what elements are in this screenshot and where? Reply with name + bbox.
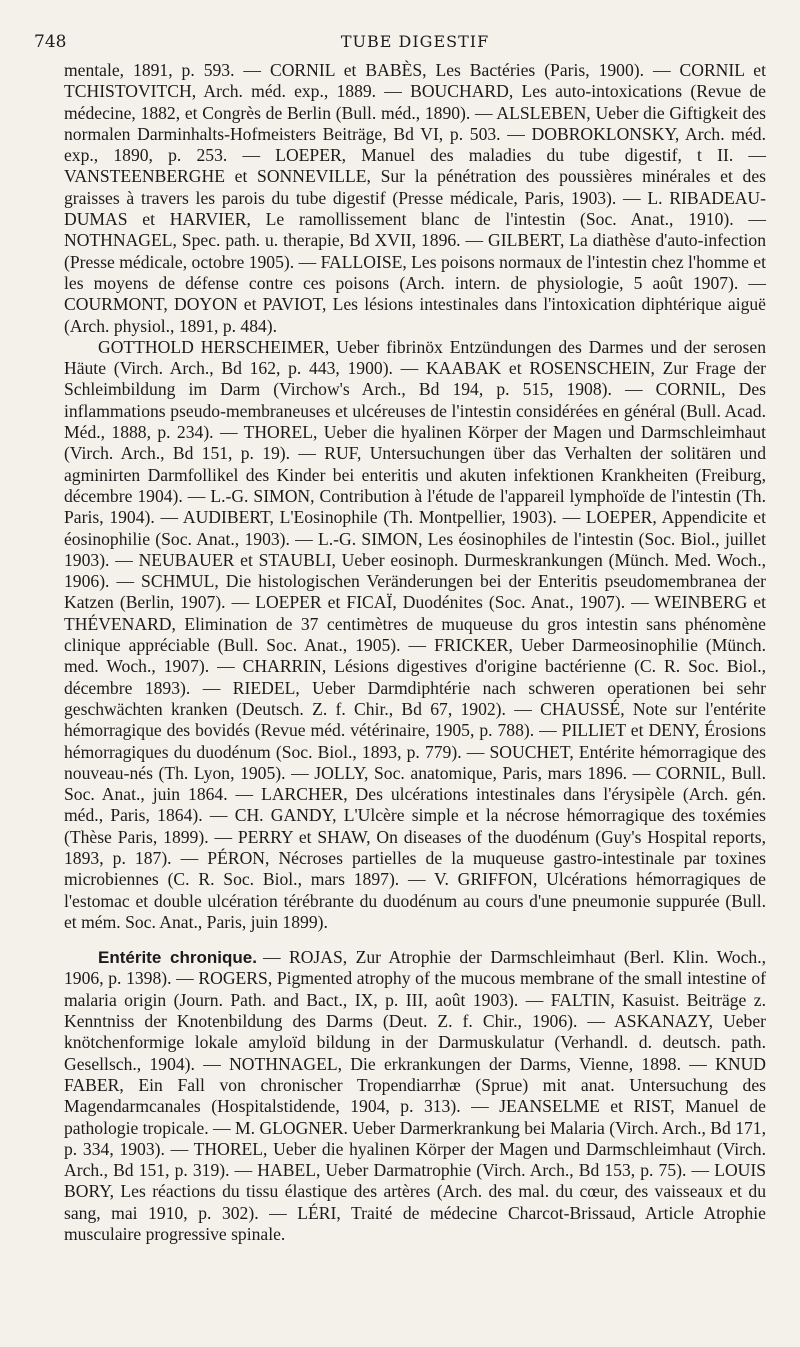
section-heading: Entérite chronique.	[98, 948, 257, 968]
section-spacer	[64, 933, 766, 947]
running-head	[34, 28, 766, 60]
bibliography-paragraph: GOTTHOLD HERSCHEIMER, Ueber fibrinöx Entzündungen des Darmes und der serosen Häute (Virch. Arch., Bd 162, p. 443, 1900). — KAABAK et ROSENSCHEIN, Zur Frage der Schleimbildung im Darm (Virchow's Arch., Bd 194, p. 515, 1908). — CORNIL, Des inflammations pseudo-membraneuses et ulcéreuses de l'intestin considérées en général (Bull. Acad. Méd., 1888, p. 234). — THOREL, Ueber die hyalinen Körper der Magen und Darmschleimhaut (Virch. Arch., Bd 151, p. 19). — RUF, Untersuchungen über das Verhalten der solitären und agminirten Darmfollikel des Kinder bei enteritis und akuten infektionen Krankheiten (Freiburg, décembre 1904). — L.-G. SIMON, Contribution à l'étude de l'appareil lymphoïde de l'intestin (Th. Paris, 1904). — AUDIBERT, L'Eosinophile (Th. Montpellier, 1903). — LOEPER, Appendicite et éosinophilie (Soc. Anat., 1903). — L.-G. SIMON, Les éosinophiles de l'intestin (Soc. Biol., juillet 1903). — NEUBAUER et STAUBLI, Ueber eosinoph. Durmeskrankungen (Münch. Med. Woch., 1906). — SCHMUL, Die histologischen Veränderungen bei der Enteritis pseudomembranea der Katzen (Berlin, 1907). — LOEPER et FICAÏ, Duodénites (Soc. Anat., 1907). — WEINBERG et THÉVENARD, Elimination de 37 centimètres de muqueuse du gros intestin sans phénomène clinique appréciable (Bull. Soc. Anat., 1905). — FRICKER, Ueber Darmeosinophilie (Münch. med. Woch., 1907). — CHARRIN, Lésions digestives d'origine bactérienne (C. R. Soc. Biol., décembre 1893). — RIEDEL, Ueber Darmdiphtérie nach schweren operationen bei sehr geschwächten kranken (Deutsch. Z. f. Chir., Bd 67, 1902). — CHAUSSÉ, Note sur l'entérite hémorragique des bovidés (Revue méd. vétérinaire, 1905, p. 788). — PILLIET et DENY, Érosions hémorragiques du duodénum (Soc. Biol., 1893, p. 779). — SOUCHET, Entérite hémorragique des nouveau-nés (Th. Lyon, 1905). — JOLLY, Soc. anatomique, Paris, mars 1896. — CORNIL, Bull. Soc. Anat., juin 1864. — LARCHER, Des ulcérations intestinales dans l'érysipèle (Arch. gén. méd., Paris, 1864). — CH. GANDY, L'Ulcère simple et la nécrose hémorragique des toxémies (Thèse Paris, 1899). — PERRY et SHAW, On diseases of the duodénum (Guy's Hospital reports, 1893, p. 187). — PÉRON, Nécroses partielles de la muqueuse gastro-intestinale par toxines microbiennes (C. R. Soc. Biol., mars 1897). — V. GRIFFON, Ulcérations hémorragiques de l'estomac et double ulcération térébrante du duodénum au cours d'une pneumonie suppurée (Bull. et mém. Soc. Anat., Paris, juin 1899).	[64, 336, 766, 932]
section-text: — ROJAS, Zur Atrophie der Darmschleimhaut (Berl. Klin. Woch., 1906, p. 1398). — ROGERS, Pigmented atrophy of the mucous membrane of the small intestine of malaria origin (Journ. Path. and Bact., IX, p. III, août 1903). — FALTIN, Kasuist. Beiträge z. Kenntniss der Knotenbildung des Darms (Deut. Z. f. Chir., 1906). — ASKANAZY, Ueber knötchenformige lokale amyloïd bildung in der Darmuskulatur (Verhandl. d. deutsch. path. Gesellsch., 1904). — NOTHNAGEL, Die erkrankungen der Darms, Vienne, 1898. — KNUD FABER, Ein Fall von chronischer Tropendiarrhæ (Sprue) mit anat. Untersuchung des Magendarmcanales (Hospitalstidende, 1904, p. 313). — JEANSELME et RIST, Manuel de pathologie tropicale. — M. GLOGNER. Ueber Darmerkrankung bei Malaria (Virch. Arch., Bd 171, p. 334, 1903). — THOREL, Ueber die hyalinen Körper der Magen und Darmschleimhaut (Virch. Arch., Bd 151, p. 319). — HABEL, Ueber Darmatrophie (Virch. Arch., Bd 153, p. 75). — LOUIS BORY, Les réactions du tissu élastique des artères (Arch. des mal. du cœur, des vaisseaux et du sang, mai 1910, p. 302). — LÉRI, Traité de médecine Charcot-Brissaud, Article Atrophie musculaire progressive spinale.	[64, 947, 767, 1245]
page-number: 748	[34, 32, 67, 52]
bibliography-paragraph: mentale, 1891, p. 593. — CORNIL et BABÈS, Les Bactéries (Paris, 1900). — CORNIL et TCHISTOVITCH, Arch. méd. exp., 1889. — BOUCHARD, Les auto-intoxications (Revue de médecine, 1882, et Congrès de Berlin (Bull. méd., 1890). — ALSLEBEN, Ueber die Giftigkeit des normalen Darminhalts-Hofmeisters Beiträge, Bd VI, p. 503. — DOBROKLONSKY, Arch. méd. exp., 1890, p. 253. — LOEPER, Manuel des maladies du tube digestif, t II. — VANSTEENBERGHE et SONNEVILLE, Sur la pénétration des poussières minérales et des graisses à travers les parois du tube digestif (Presse médicale, Paris, 1903). — L. RIBADEAU-DUMAS et HARVIER, Le ramollissement blanc de l'intestin (Soc. Anat., 1910). — NOTHNAGEL, Spec. path. u. therapie, Bd XVII, 1896. — GILBERT, La diathèse d'auto-infection (Presse médicale, octobre 1905). — FALLOISE, Les poisons normaux de l'intestin chez l'homme et les moyens de défense contre ces poisons (Arch. intern. de physiologie, 5 août 1907). — COURMONT, DOYON et PAVIOT, Les lésions intestinales dans l'intoxication diphtérique aiguë (Arch. physiol., 1891, p. 484).	[64, 60, 766, 336]
section-paragraph	[64, 947, 766, 1245]
page-title: TUBE DIGESTIF	[340, 32, 490, 51]
